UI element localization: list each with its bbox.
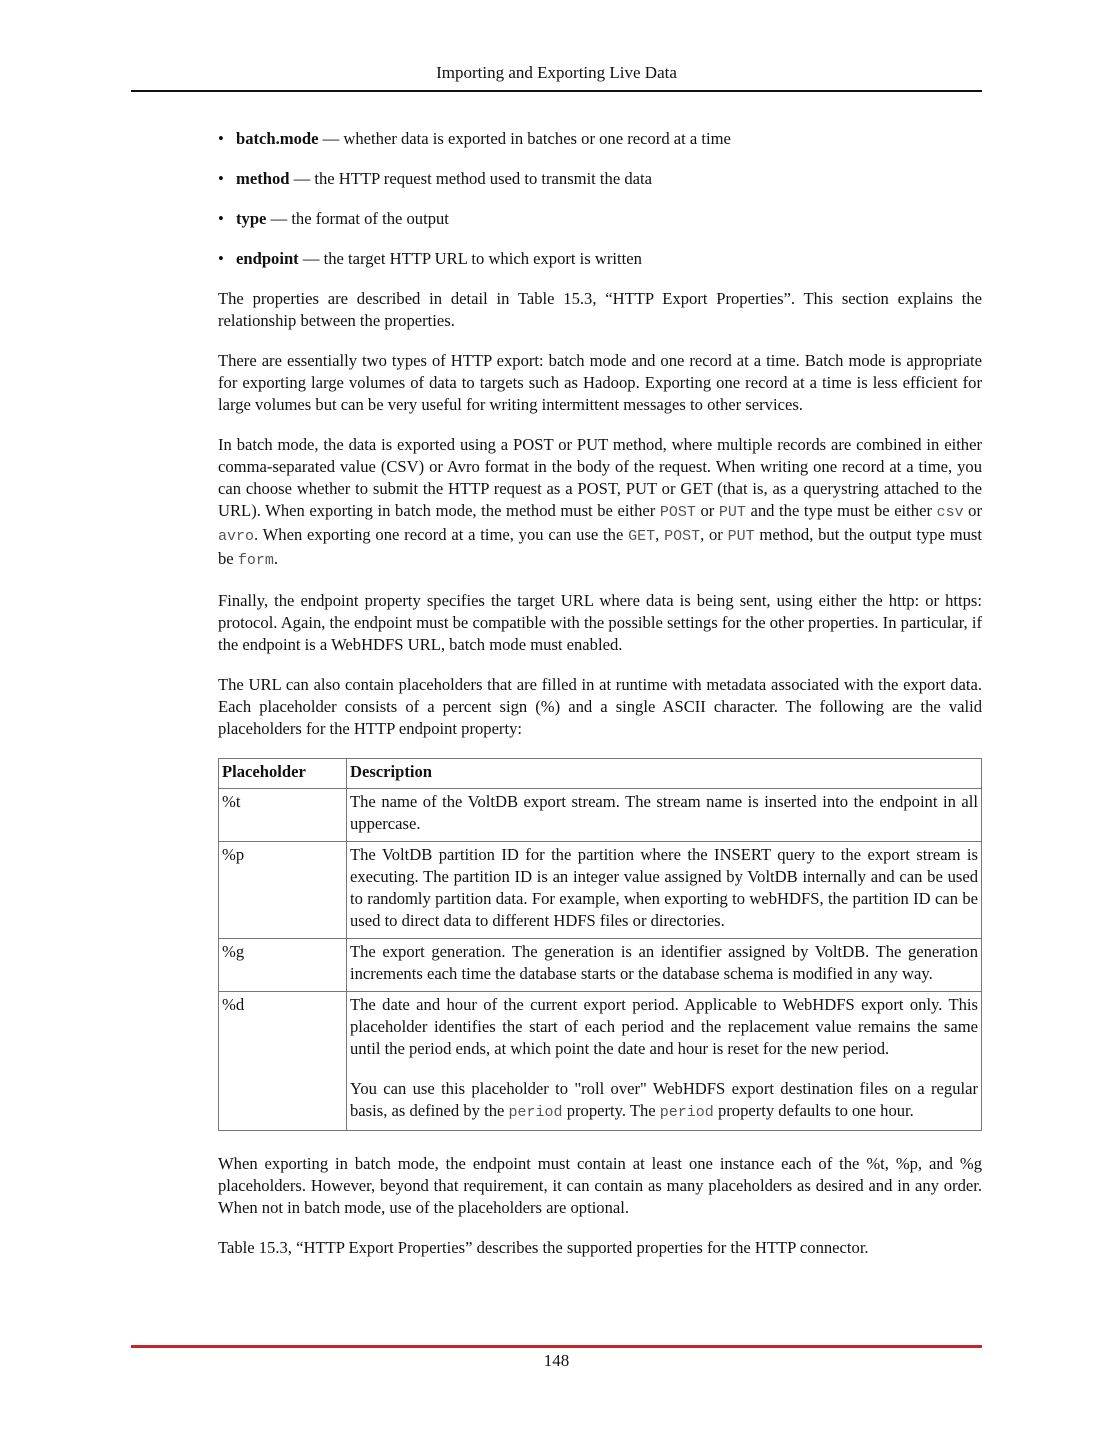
- code-put: PUT: [727, 528, 755, 545]
- property-list: [218, 128, 982, 270]
- table-row: [219, 789, 982, 842]
- column-header-placeholder: Placeholder: [219, 759, 347, 789]
- code-period: period: [508, 1104, 563, 1121]
- property-description: — the format of the output: [266, 209, 449, 228]
- list-item: [218, 128, 982, 150]
- property-term: type: [236, 209, 267, 228]
- page-number: 148: [543, 1351, 570, 1370]
- table-row: [219, 842, 982, 939]
- property-term: batch.mode: [236, 129, 319, 148]
- description-cell: The name of the VoltDB export stream. The stream name is inserted into the endpoint in all uppercase.: [347, 789, 982, 842]
- paragraph-table-reference: Table 15.3, “HTTP Export Properties” describes the supported properties for the HTTP connector.: [218, 1238, 869, 1257]
- code-form: form: [237, 552, 274, 569]
- code-put: PUT: [718, 504, 746, 521]
- paragraph-export-types: There are essentially two types of HTTP export: batch mode and one record at a time. Batch mode is appropriate for exporting large volumes of data to targets such as Hadoop. Exporting one record at a time is less efficient for large volumes but can be very useful for writing intermittent messages to other services.: [218, 351, 982, 414]
- table-row: [219, 939, 982, 992]
- column-header-description: Description: [347, 759, 982, 789]
- running-header-title: Importing and Exporting Live Data: [436, 63, 677, 82]
- property-description: — the HTTP request method used to transmit the data: [289, 169, 652, 188]
- code-post: POST: [664, 528, 701, 545]
- list-item: [218, 208, 982, 230]
- placeholder-cell: %t: [219, 789, 347, 842]
- paragraph-placeholders-intro: The URL can also contain placeholders that are filled in at runtime with metadata associated with the export data. Each placeholder consists of a percent sign (%) and a single ASCII character. The following are the valid placeholders for the HTTP endpoint property:: [218, 675, 982, 738]
- code-post: POST: [659, 504, 696, 521]
- code-avro: avro: [218, 528, 255, 545]
- paragraph-batch-requirements: When exporting in batch mode, the endpoint must contain at least one instance each of the %t, %p, and %g placeholders. However, beyond that requirement, it can contain as many placeholders as desired and in any order. When not in batch mode, use of the placeholders are optional.: [218, 1154, 982, 1217]
- code-csv: csv: [936, 504, 964, 521]
- paragraph-endpoint: Finally, the endpoint property specifies the target URL where data is being sent, using either the http: or https: protocol. Again, the endpoint must be compatible with the possible settings for the other properties. In particular, if the endpoint is a WebHDFS URL, batch mode must enabled.: [218, 591, 982, 654]
- page-body: [218, 128, 982, 1277]
- description-paragraph: The date and hour of the current export period. Applicable to WebHDFS export only. This placeholder identifies the start of each period and the replacement value remains the same until the period ends, at which point the date and hour is reset for the new period.: [350, 995, 978, 1058]
- table-header-row: [219, 759, 982, 789]
- code-period: period: [659, 1104, 714, 1121]
- list-item: [218, 168, 982, 190]
- table-row: [219, 992, 982, 1131]
- description-cell: The VoltDB partition ID for the partition where the INSERT query to the export stream is executing. The partition ID is an integer value assigned by VoltDB internally and can be used to randomly partition data. For example, when exporting to webHDFS, the partition ID can be used to direct data to different HDFS files or directories.: [347, 842, 982, 939]
- list-item: [218, 248, 982, 270]
- property-description: — whether data is exported in batches or one record at a time: [318, 129, 731, 148]
- placeholder-cell: %d: [219, 992, 347, 1131]
- placeholder-cell: %g: [219, 939, 347, 992]
- footer-rule: [131, 1345, 982, 1348]
- paragraph-properties-intro: The properties are described in detail in Table 15.3, “HTTP Export Properties”. This section explains the relationship between the properties.: [218, 289, 982, 330]
- property-term: method: [236, 169, 290, 188]
- placeholder-table: [218, 758, 982, 1131]
- description-cell: [347, 992, 982, 1131]
- property-description: — the target HTTP URL to which export is written: [298, 249, 642, 268]
- property-term: endpoint: [236, 249, 299, 268]
- placeholder-cell: %p: [219, 842, 347, 939]
- code-get: GET: [628, 528, 656, 545]
- paragraph-batch-mode: In batch mode, the data is exported using a POST or PUT method, where multiple records are combined in either comma-separated value (CSV) or Avro format in the body of the request. When writing one record at a time, you can choose whether to submit the HTTP request as a POST, PUT or GET (that is, as a querystring attached to the URL). When exporting in batch mode, the method must be either POST or PUT and the type must be either csv or avro. When exporting one record at a time, you can use the GET, POST, or PUT method, but the output type must be form.: [218, 435, 982, 569]
- description-cell: The export generation. The generation is an identifier assigned by VoltDB. The generation increments each time the database starts or the database schema is modified in any way.: [347, 939, 982, 992]
- description-paragraph: You can use this placeholder to "roll over" WebHDFS export destination files on a regular basis, as defined by the period property. The period property defaults to one hour.: [350, 1079, 978, 1121]
- header-rule: [131, 90, 982, 92]
